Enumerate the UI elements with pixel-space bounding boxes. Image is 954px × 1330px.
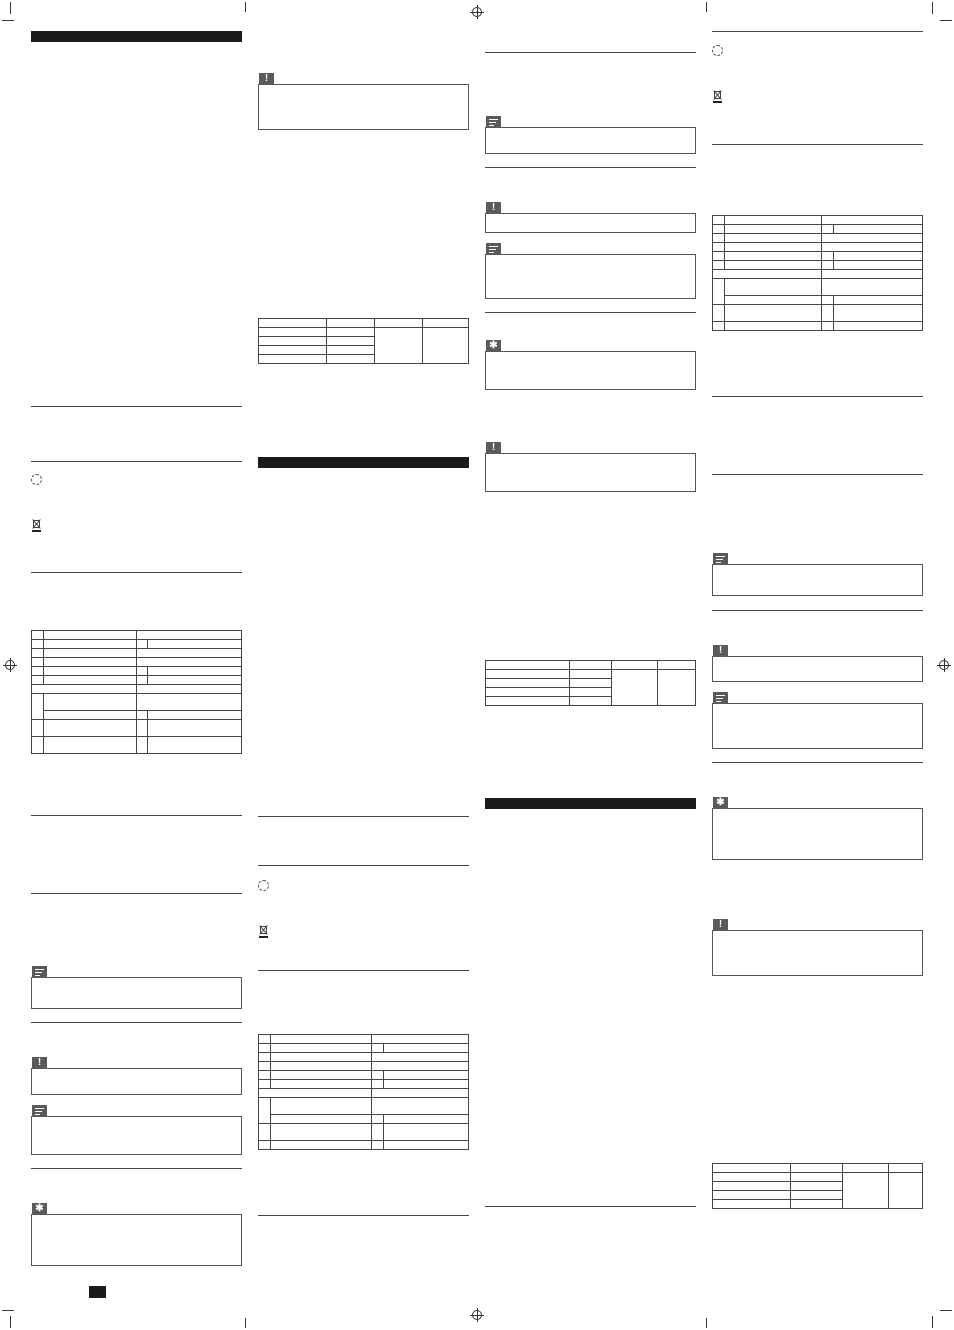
note-box xyxy=(485,127,696,154)
note-icon xyxy=(713,553,728,565)
note-box xyxy=(31,1116,242,1155)
registration-mark-right xyxy=(939,660,949,670)
crop-mark-top-right-h xyxy=(940,20,952,21)
section-rule xyxy=(31,893,242,894)
registration-mark-bottom xyxy=(472,1310,482,1320)
crop-mark-bottom-left-v xyxy=(10,1316,11,1328)
caution-icon: ! xyxy=(486,442,501,454)
section-rule xyxy=(258,1215,469,1216)
spec-table xyxy=(258,318,469,364)
section-rule xyxy=(712,396,923,397)
section-rule xyxy=(485,167,696,168)
note-box xyxy=(712,564,923,596)
section-rule xyxy=(31,461,242,462)
crop-mark-top-mid-right xyxy=(706,2,707,12)
crop-mark-bottom-mid-right xyxy=(706,1318,707,1328)
tip-icon: ✱ xyxy=(32,1203,47,1215)
parts-table xyxy=(31,630,242,754)
recycle-icon xyxy=(712,45,723,56)
section-rule xyxy=(712,610,923,611)
tip-icon: ✱ xyxy=(713,797,728,809)
note-icon xyxy=(32,966,47,978)
caution-icon: ! xyxy=(486,202,501,214)
column-1 xyxy=(31,0,242,1330)
section-rule xyxy=(258,865,469,866)
caution-icon: ! xyxy=(713,645,728,657)
note-icon xyxy=(713,692,728,704)
note-icon xyxy=(486,116,501,128)
tip-box xyxy=(485,340,696,390)
section-rule xyxy=(31,406,242,407)
spec-table xyxy=(485,660,696,706)
section-rule xyxy=(712,31,923,32)
note-box xyxy=(712,703,923,749)
crop-mark-bottom-right-v xyxy=(932,1316,933,1328)
section-title-bar xyxy=(258,457,469,468)
crop-mark-bottom-left-h xyxy=(2,1310,14,1311)
caution-icon: ! xyxy=(713,919,728,931)
tip-icon: ✱ xyxy=(486,340,501,352)
weee-bin-icon xyxy=(712,90,723,104)
caution-box xyxy=(485,202,696,233)
crop-mark-top-right-v xyxy=(932,2,933,14)
registration-mark-top xyxy=(472,7,482,17)
note-icon xyxy=(32,1105,47,1117)
section-rule xyxy=(485,312,696,313)
column-2 xyxy=(258,0,469,1330)
caution-box xyxy=(258,73,469,130)
tip-box xyxy=(712,797,923,860)
crop-mark-bottom-mid-left xyxy=(245,1318,246,1328)
section-rule xyxy=(485,52,696,53)
section-rule xyxy=(258,816,469,817)
crop-mark-top-left-v xyxy=(10,2,11,14)
spec-table xyxy=(712,1163,923,1209)
crop-mark-bottom-right-h xyxy=(940,1310,952,1311)
section-rule xyxy=(31,1168,242,1169)
caution-box xyxy=(485,442,696,492)
parts-table xyxy=(712,215,923,331)
section-rule xyxy=(31,1022,242,1023)
caution-icon: ! xyxy=(32,1057,47,1069)
tip-box xyxy=(31,1203,242,1266)
recycle-icon xyxy=(258,880,269,891)
caution-box xyxy=(712,645,923,682)
parts-table xyxy=(258,1034,469,1150)
caution-icon: ! xyxy=(259,73,274,85)
section-rule xyxy=(712,144,923,145)
column-4 xyxy=(712,0,923,1330)
section-rule xyxy=(485,1206,696,1207)
registration-mark-left xyxy=(5,660,15,670)
section-rule xyxy=(712,474,923,475)
section-rule xyxy=(31,572,242,573)
section-rule xyxy=(712,762,923,763)
column-3 xyxy=(485,0,696,1330)
crop-mark-top-left-h xyxy=(2,20,14,21)
section-title-bar xyxy=(485,798,696,809)
caution-box xyxy=(31,1057,242,1095)
section-title-bar xyxy=(31,31,242,42)
note-box xyxy=(485,254,696,299)
crop-mark-top-mid-left xyxy=(245,2,246,12)
weee-bin-icon xyxy=(31,519,42,533)
note-icon xyxy=(486,243,501,255)
section-rule xyxy=(258,970,469,971)
page-number-block xyxy=(89,1286,106,1298)
recycle-icon xyxy=(31,474,42,485)
weee-bin-icon xyxy=(258,925,269,939)
section-rule xyxy=(31,815,242,816)
caution-box xyxy=(712,919,923,976)
note-box xyxy=(31,977,242,1009)
